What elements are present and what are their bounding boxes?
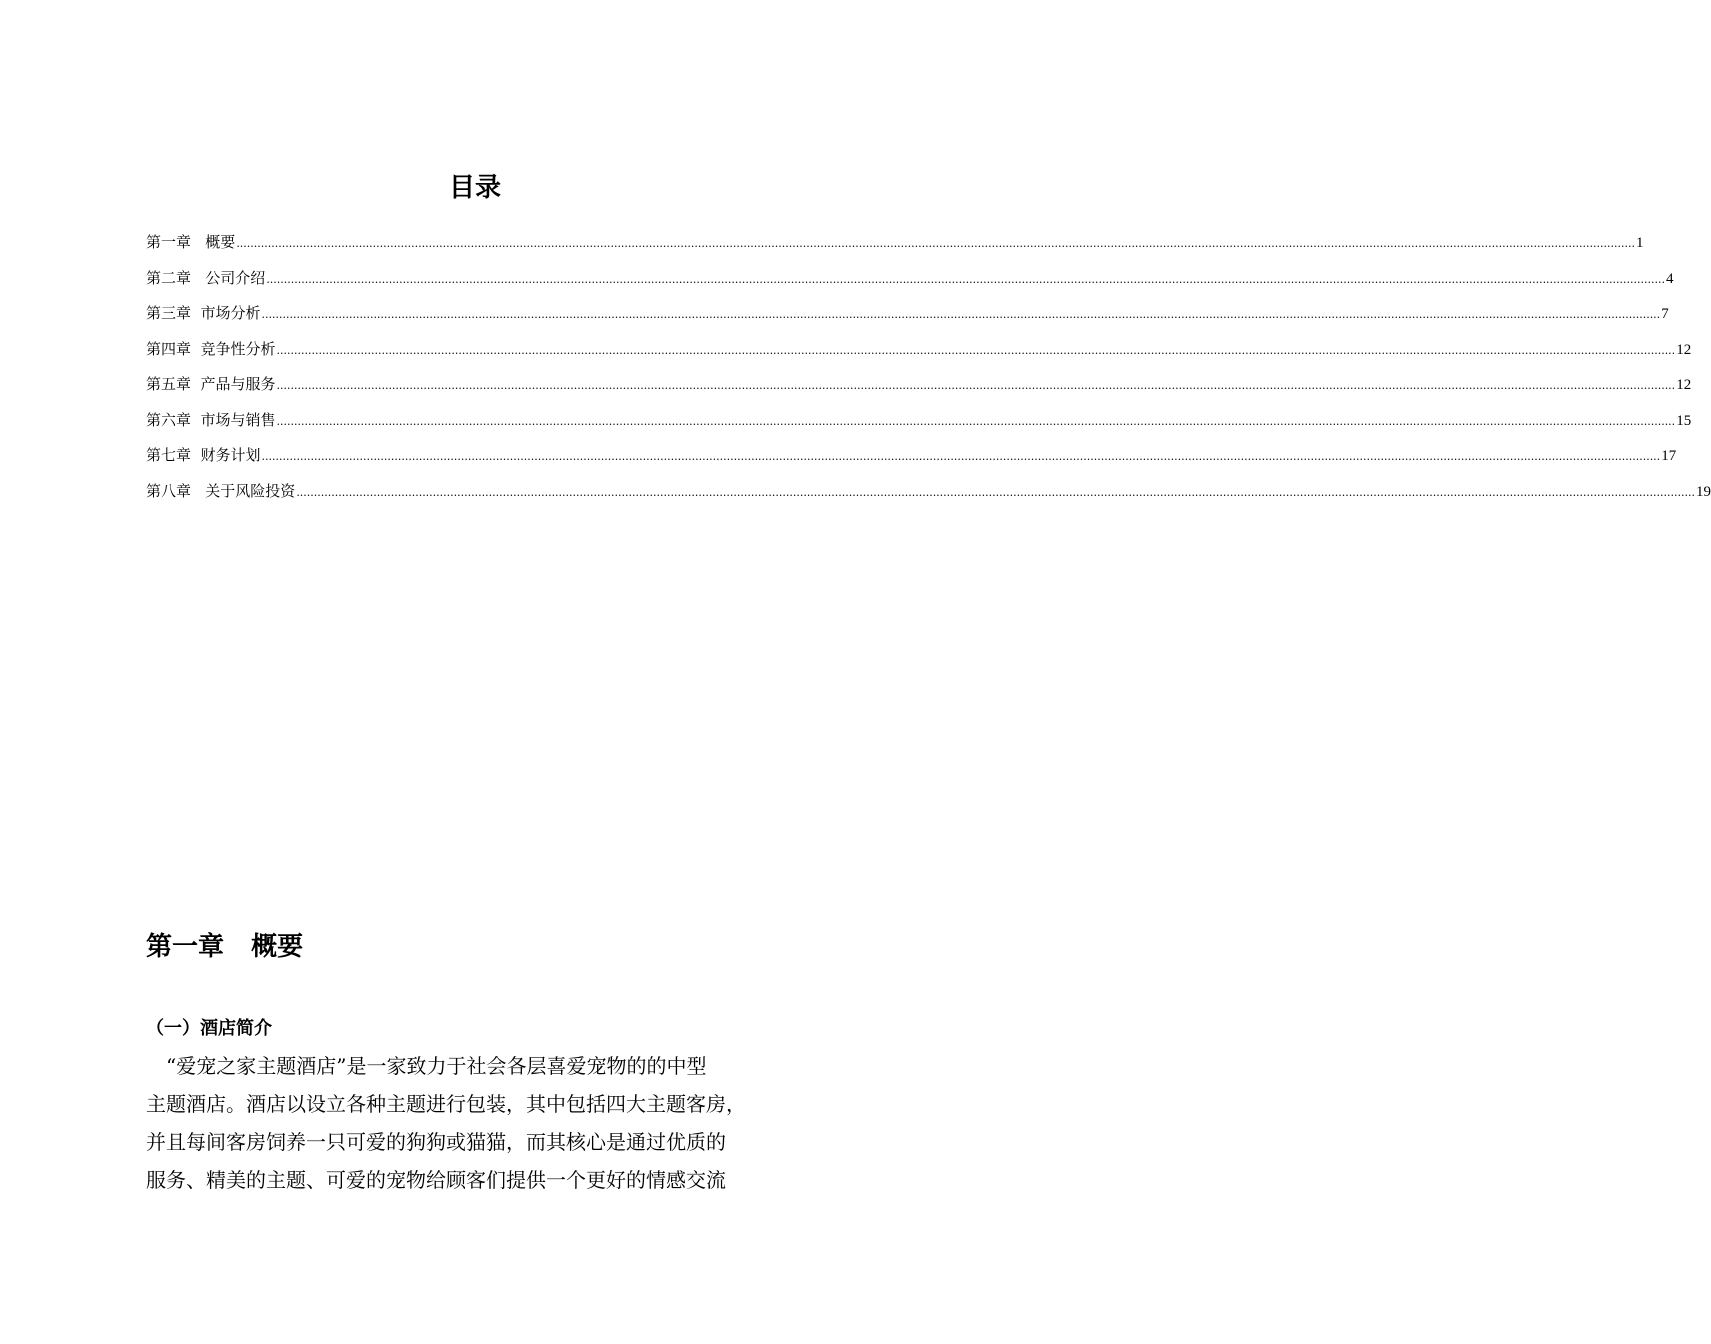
table-of-contents [146, 230, 1711, 514]
toc-leader-dots: ................................................................................................................................................................................................................................................................................................................................................................................................................ [236, 237, 1635, 250]
toc-leader-dots: ................................................................................................................................................................................................................................................................................................................................................................................................................ [261, 308, 1661, 321]
toc-page-number: 17 [1661, 448, 1677, 464]
section-heading: （一）酒店简介 [146, 1018, 272, 1039]
paragraph-line: 服务、精美的主题、可爱的宠物给顾客们提供一个更好的情感交流 [146, 1168, 726, 1192]
paragraph-line: 并且每间客房饲养一只可爱的狗狗或猫猫，而其核心是通过优质的 [146, 1130, 726, 1154]
paragraph-line: 主题酒店。酒店以设立各种主题进行包装，其中包括四大主题客房， [146, 1092, 746, 1116]
toc-leader-dots: ................................................................................................................................................................................................................................................................................................................................................................................................................ [261, 450, 1661, 463]
toc-leader-dots: ................................................................................................................................................................................................................................................................................................................................................................................................................ [276, 379, 1676, 392]
toc-page-number: 12 [1676, 341, 1692, 358]
toc-chapter-title: 第五章 产品与服务 [146, 375, 276, 393]
toc-leader-dots: ................................................................................................................................................................................................................................................................................................................................................................................................................ [276, 343, 1676, 357]
toc-leader-dots: ................................................................................................................................................................................................................................................................................................................................................................................................................ [276, 414, 1676, 428]
toc-page-number: 1 [1635, 235, 1644, 251]
toc-entry[interactable] [146, 230, 1644, 266]
toc-entry[interactable] [146, 301, 1669, 337]
toc-entry[interactable] [146, 408, 1692, 444]
toc-page-number: 15 [1676, 412, 1692, 429]
toc-chapter-title: 第四章 竞争性分析 [146, 339, 276, 358]
toc-title: 目录 [448, 173, 501, 203]
toc-chapter-title: 第七章 财务计划 [146, 446, 261, 464]
body-paragraph [146, 1047, 810, 1199]
toc-entry[interactable] [146, 266, 1674, 302]
toc-page-number: 19 [1695, 483, 1711, 500]
toc-chapter-title: 第二章 公司介绍 [146, 268, 266, 287]
toc-chapter-title: 第六章 市场与销售 [146, 410, 276, 429]
toc-chapter-title: 第八章 关于风险投资 [146, 481, 296, 500]
toc-entry[interactable] [146, 443, 1677, 479]
toc-page-number: 4 [1665, 270, 1674, 287]
toc-leader-dots: ................................................................................................................................................................................................................................................................................................................................................................................................................ [296, 485, 1695, 499]
toc-chapter-title: 第三章 市场分析 [146, 304, 261, 322]
chapter-heading: 第一章 概要 [146, 932, 304, 962]
toc-entry[interactable] [146, 372, 1692, 408]
toc-entry[interactable] [146, 337, 1692, 373]
toc-page-number: 12 [1676, 377, 1692, 393]
toc-entry[interactable] [146, 479, 1711, 515]
toc-leader-dots: ................................................................................................................................................................................................................................................................................................................................................................................................................ [266, 272, 1665, 286]
toc-page-number: 7 [1661, 306, 1669, 322]
toc-chapter-title: 第一章 概要 [146, 233, 236, 251]
paragraph-line: “爱宠之家主题酒店”是一家致力于社会各层喜爱宠物的的中型 [166, 1054, 707, 1078]
